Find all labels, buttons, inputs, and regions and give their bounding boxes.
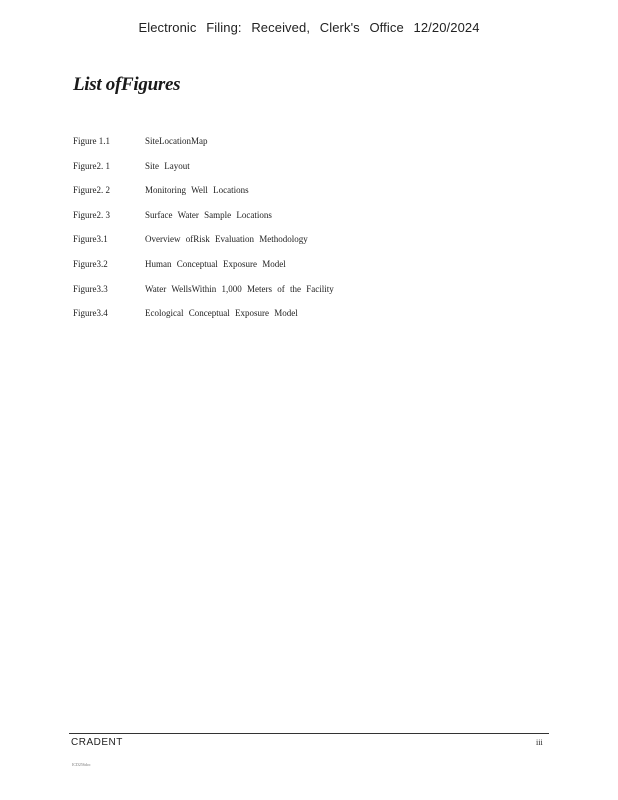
figure-number: Figure3.1	[73, 234, 108, 245]
document-code: ICD256doc	[72, 762, 91, 767]
figure-number: Figure2. 3	[73, 209, 110, 220]
figure-entry	[73, 259, 334, 284]
figure-list	[73, 136, 334, 333]
figure-entry	[73, 210, 334, 235]
figure-number: Figure2. 1	[73, 160, 110, 171]
figure-number: Figure3.2	[73, 258, 108, 269]
figure-caption: Ecological Conceptual Exposure Model	[145, 308, 298, 319]
filing-stamp-header: Electronic Filing: Received, Clerk's Office 12/20/2024	[138, 20, 480, 35]
figure-number: Figure3.4	[73, 308, 108, 319]
figure-caption: Water WellsWithin 1,000 Meters of the Facility	[145, 283, 334, 294]
figure-caption: Human Conceptual Exposure Model	[145, 258, 286, 269]
figure-entry	[73, 161, 334, 186]
figure-caption: Overview ofRisk Evaluation Methodology	[145, 234, 308, 245]
figure-entry	[73, 136, 334, 161]
figure-number: Figure3.3	[73, 283, 108, 294]
figure-number: Figure 1.1	[73, 136, 110, 146]
page-number: iii	[536, 738, 543, 747]
page-title: List ofFigures	[73, 74, 181, 95]
figure-caption: Site Layout	[145, 160, 190, 171]
figure-caption: Monitoring Well Locations	[145, 185, 249, 196]
figure-entry	[73, 185, 334, 210]
figure-number: Figure2. 2	[73, 185, 110, 196]
figure-caption: SiteLocationMap	[145, 136, 208, 146]
figure-entry	[73, 234, 334, 259]
figure-entry	[73, 308, 334, 333]
figure-caption: Surface Water Sample Locations	[145, 209, 272, 220]
company-logo: CRADENT	[71, 737, 123, 748]
figure-entry	[73, 284, 334, 309]
footer-divider	[69, 733, 549, 734]
